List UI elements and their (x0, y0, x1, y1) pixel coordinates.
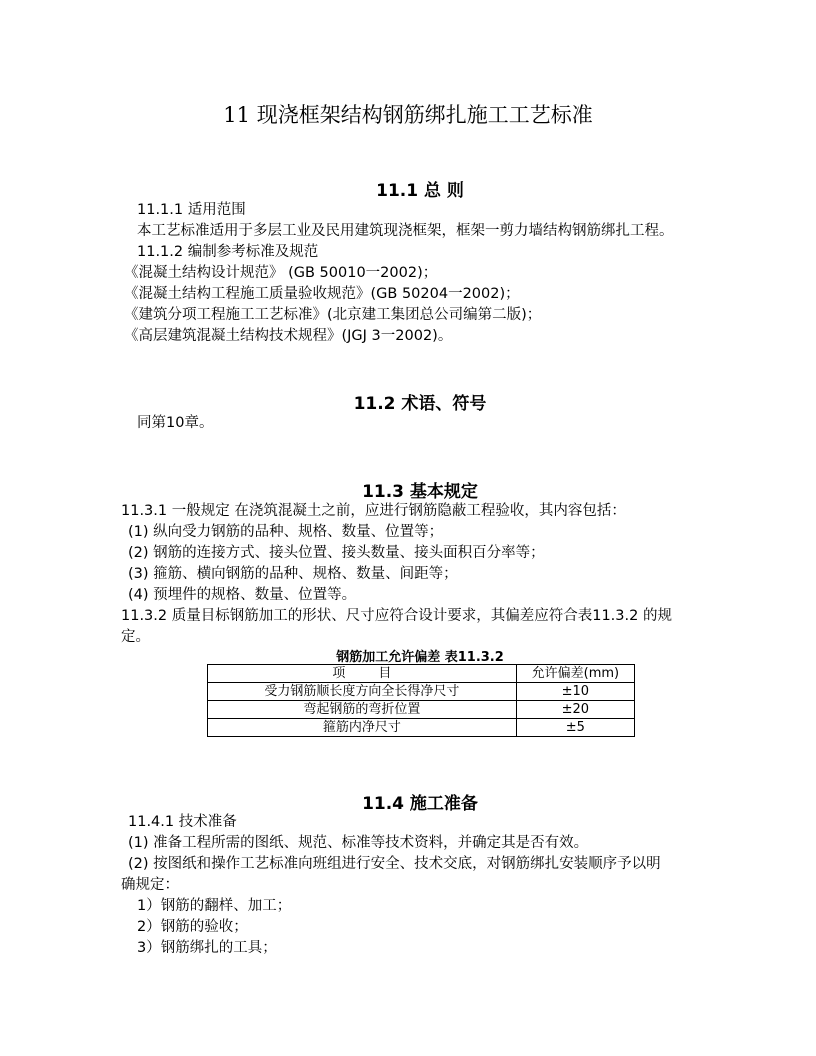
subsection-11-1-2: 11.1.2 编制参考标准及规范 (137, 244, 319, 260)
subsection-11-3-1: 11.3.1 一般规定 在浇筑混凝土之前，应进行钢筋隐蔽工程验收，其内容包括： (121, 503, 626, 519)
list-item: (3) 箍筋、横向钢筋的品种、规格、数量、间距等； (128, 566, 458, 582)
section-heading-11-3: 11.3 基本规定 (362, 482, 478, 502)
table-cell: ±20 (516, 701, 634, 719)
list-item: (1) 纵向受力钢筋的品种、规格、数量、位置等； (128, 524, 444, 540)
paragraph-scope: 本工艺标准适用于多层工业及民用建筑现浇框架，框架一剪力墙结构钢筋绑扎工程。 (137, 223, 674, 239)
list-item: (2) 按图纸和操作工艺标准向班组进行安全、技术交底，对钢筋绑扎安装顺序予以明 (128, 856, 661, 872)
reference-line: 《混凝土结构工程施工质量验收规范》(GB 50204一2002)； (124, 286, 520, 302)
table-caption: 钢筋加工允许偏差 表11.3.2 (336, 650, 504, 665)
table-cell: 受力钢筋顺长度方向全长得净尺寸 (208, 683, 517, 701)
subsection-11-3-2: 11.3.2 质量目标钢筋加工的形状、尺寸应符合设计要求，其偏差应符合表11.3.2 的规 (121, 608, 672, 624)
section-heading-11-4: 11.4 施工准备 (362, 794, 478, 814)
reference-line: 《混凝土结构设计规范》 (GB 50010一2002)； (124, 265, 438, 281)
list-item: 3）钢筋绑扎的工具； (137, 940, 277, 956)
section-heading-11-1: 11.1 总 则 (376, 181, 464, 201)
list-item: 2）钢筋的验收； (137, 919, 248, 935)
tolerance-table (207, 664, 635, 737)
subsection-11-4-1: 11.4.1 技术准备 (128, 814, 237, 830)
reference-line: 《高层建筑混凝土结构技术规程》(JGJ 3一2002)。 (124, 328, 453, 344)
page-title: 11 现浇框架结构钢筋绑扎施工工艺标准 (223, 103, 593, 127)
table-cell: ±5 (516, 719, 634, 737)
table-row (208, 719, 635, 737)
table-cell: 弯起钢筋的弯折位置 (208, 701, 517, 719)
list-item: (1) 准备工程所需的图纸、规范、标准等技术资料，并确定其是否有效。 (128, 835, 589, 851)
reference-line: 《建筑分项工程施工工艺标准》(北京建工集团总公司编第二版)； (124, 307, 542, 323)
paragraph-continuation: 定。 (121, 629, 150, 645)
table-header-cell: 允许偏差(mm) (516, 665, 634, 683)
paragraph-continuation: 确规定： (121, 877, 179, 893)
table-cell: 箍筋内净尺寸 (208, 719, 517, 737)
table-row (208, 701, 635, 719)
paragraph-terms: 同第10章。 (137, 415, 214, 431)
table-header-row (208, 665, 635, 683)
table-row (208, 683, 635, 701)
list-item: 1）钢筋的翻样、加工； (137, 898, 292, 914)
list-item: (2) 钢筋的连接方式、接头位置、接头数量、接头面积百分率等； (128, 545, 545, 561)
table-header-cell: 项 目 (208, 665, 517, 683)
list-item: (4) 预埋件的规格、数量、位置等。 (128, 587, 357, 603)
section-heading-11-2: 11.2 术语、符号 (353, 394, 487, 414)
subsection-11-1-1: 11.1.1 适用范围 (137, 202, 246, 218)
table-cell: ±10 (516, 683, 634, 701)
